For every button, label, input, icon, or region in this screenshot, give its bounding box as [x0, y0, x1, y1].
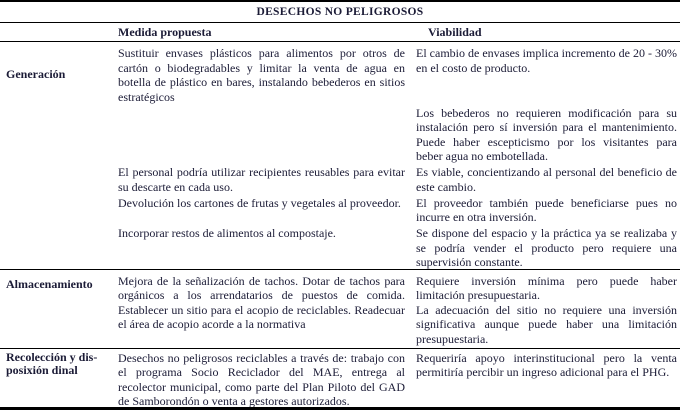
table-row-almacenamiento — [0, 270, 680, 349]
medida-paragraph: El personal podría utilizar recipientes reusables para evitar su descarte en cada uso. — [118, 165, 405, 194]
col-header-viabilidad: Viabilidad — [428, 24, 482, 39]
viabilidad-cell — [410, 196, 680, 225]
viabilidad-paragraph: Los bebederos no requieren modificación para su instalación pero sí inversión para el mantenimiento. Puede haber escepticismo por los visitantes para beber agua no embotellada. — [416, 105, 677, 163]
row-category-label: Almacenamiento — [6, 276, 93, 291]
measure-pair — [112, 226, 680, 270]
viabilidad-paragraph: Requiere inversión mínima pero puede haber limitación presupuestaria. — [416, 273, 677, 302]
row-body — [112, 349, 680, 408]
row-category-label: Recolección y dis-posixión dinal — [6, 349, 98, 377]
row-category-label: Generación — [6, 67, 66, 81]
viabilidad-cell — [410, 274, 680, 347]
viabilidad-cell — [410, 351, 680, 408]
viabilidad-cell — [410, 165, 680, 194]
viabilidad-cell — [410, 226, 680, 270]
row-body — [112, 270, 680, 348]
viabilidad-cell — [410, 46, 680, 104]
viabilidad-paragraph: La adecuación del sitio no requiere una inversión significativa aunque puede haber una limitación presupuestaria. — [416, 302, 677, 346]
viabilidad-paragraph: El proveedor también puede beneficiarse pues no incurre en otra inversión. — [416, 195, 677, 224]
medida-cell — [112, 274, 410, 347]
medida-cell — [112, 196, 410, 225]
table-row-generacion — [0, 42, 680, 270]
measure-pair — [112, 274, 680, 347]
header-row — [0, 23, 680, 42]
measure-pair — [112, 106, 680, 164]
measure-pair — [112, 165, 680, 194]
row-body — [112, 42, 680, 269]
medida-cell — [112, 165, 410, 194]
medida-paragraph: Sustituir envases plásticos para alimentos por otros de cartón o biodegradables y limitar la venta de agua en botella de plástico en bares, instalando bebederos en sitios estratégicos — [118, 46, 405, 104]
medida-cell — [112, 226, 410, 270]
viabilidad-paragraph: Se dispone del espacio y la práctica ya se realizaba y se podría vender el producto pero requiere una supervisión constante. — [416, 226, 677, 269]
col-header-medida: Medida propuesta — [118, 24, 212, 39]
medida-paragraph: Desechos no peligrosos reciclables a través de: trabajo con el programa Socio Reciclador del MAE, entrega al recolector municipal, como parte del Plan Piloto del GAD de Samborondón o venta a gestores autorizados. — [118, 350, 405, 407]
measure-pair — [112, 351, 680, 408]
medida-cell — [112, 46, 410, 104]
measure-pair — [112, 46, 680, 104]
medida-cell — [112, 106, 410, 164]
viabilidad-cell — [410, 106, 680, 164]
measure-pair — [112, 196, 680, 225]
medida-paragraph: Devolución los cartones de frutas y vegetales al proveedor. — [118, 195, 401, 210]
table-row-recoleccion — [0, 349, 680, 408]
viabilidad-paragraph: El cambio de envases implica incremento de 20 - 30% en el costo de producto. — [416, 46, 677, 75]
viabilidad-paragraph: Es viable, concientizando al personal del beneficio de este cambio. — [416, 165, 677, 194]
viabilidad-paragraph: Requeriría apoyo interinstitucional pero la venta permitiría percibir un ingreso adicional para el PHG. — [416, 350, 677, 379]
medida-paragraph: Mejora de la señalización de tachos. Dotar de tachos para orgánicos a los arrendatarios de puestos de comida. Establecer un sitio para el acopio de reciclables. Readecuar el área de acopio acorde a la normativa — [118, 273, 405, 331]
medida-cell — [112, 351, 410, 408]
medida-paragraph: Incorporar restos de alimentos al compostaje. — [118, 226, 336, 240]
table-title: DESECHOS NO PELIGROSOS — [0, 2, 680, 23]
